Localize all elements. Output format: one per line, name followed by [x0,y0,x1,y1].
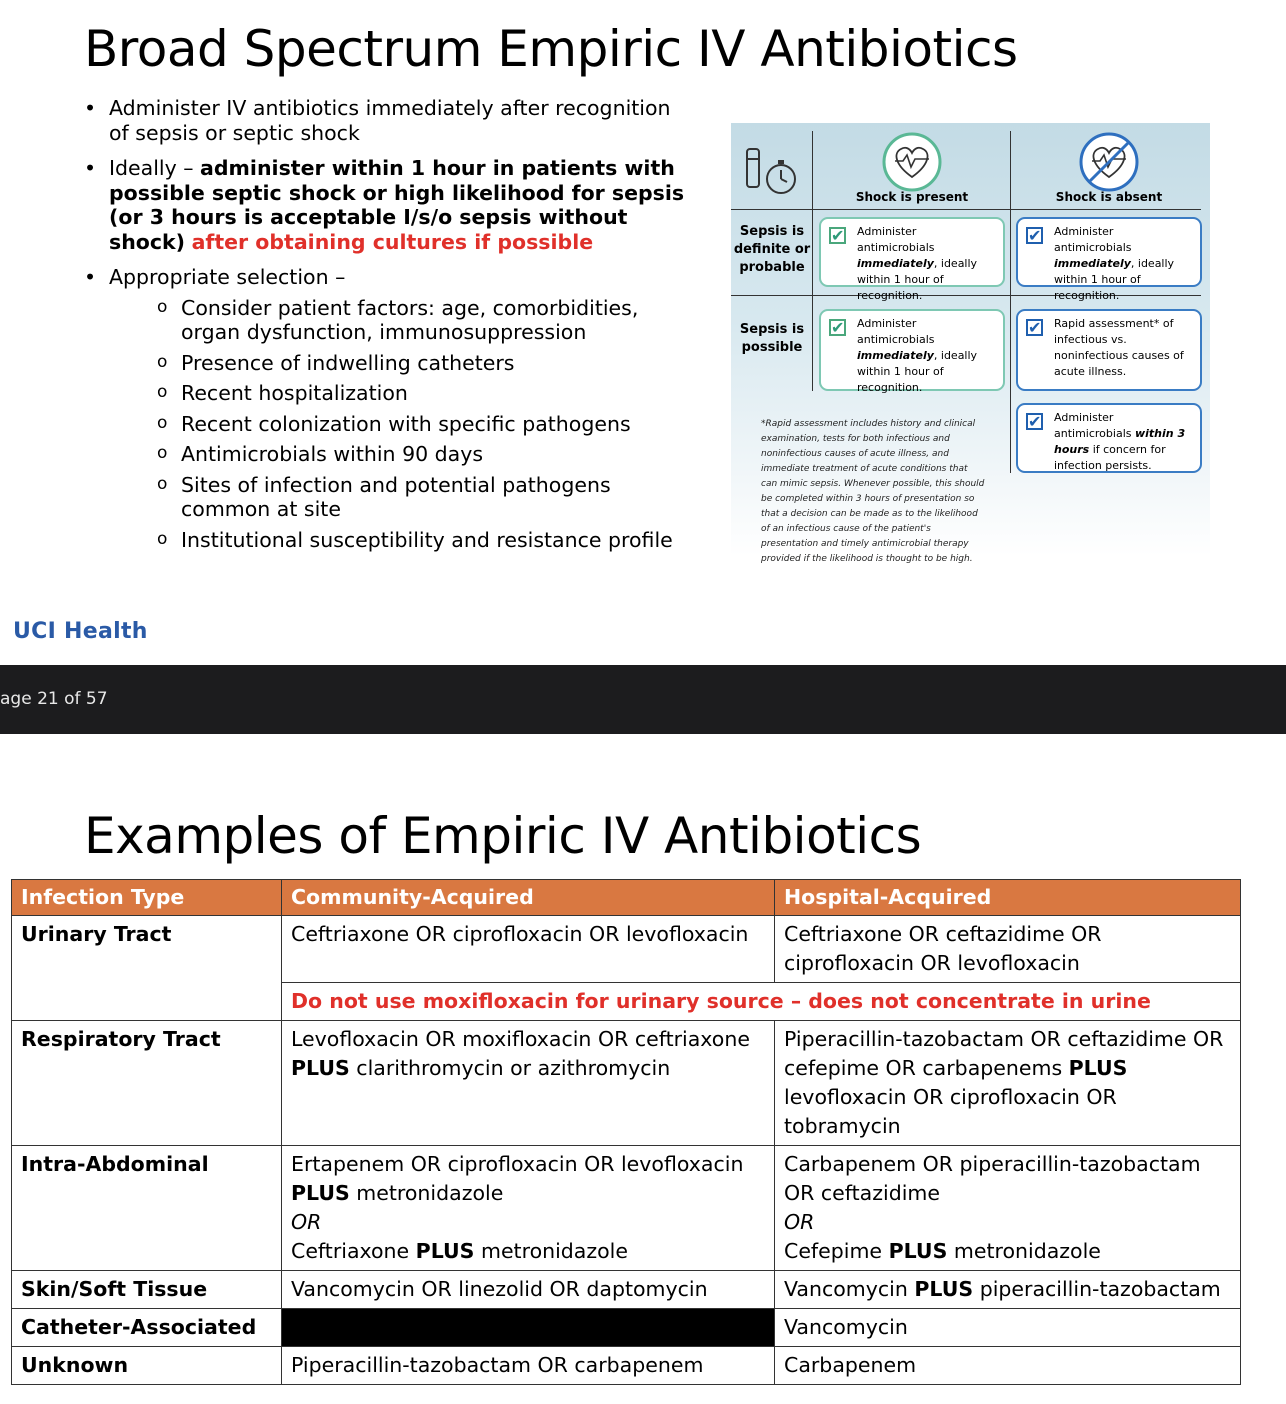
cell-text: metronidazole [349,1181,504,1205]
heart-shock-icon [881,131,943,193]
grid-line [812,131,813,391]
uci-health-logo: UCI Health [13,619,148,644]
plus-text: PLUS [1068,1056,1128,1080]
bullet-emphasis-text: after obtaining cultures if possible [191,229,594,254]
card-text: Administer antimicrobials [857,317,935,346]
sub-bullet-item: o Recent hospitalization [157,381,694,406]
bullet-bold-text: administer within 1 hour in patients with possible septic shock or high likelihood for sepsis (or 3 hours is acceptable I/s/o sepsis without shock) [109,156,685,254]
or-text: OR [291,1210,322,1234]
infection-type-cell: Skin/Soft Tissue [12,1271,282,1309]
slide-title: Broad Spectrum Empiric IV Antibiotics [84,20,1018,78]
column-header: Hospital-Acquired [775,880,1241,916]
sub-bullet-item: o Presence of indwelling catheters [157,351,694,376]
plus-text: PLUS [914,1277,974,1301]
cell-text: Cefepime [784,1239,889,1263]
table-row [12,1271,1241,1309]
card-definite-no-shock [1016,217,1202,302]
hospital-cell [775,1021,1241,1146]
bullet-item [84,265,694,552]
table-row [12,1309,1241,1347]
bullet-text: Administer IV antibiotics immediately after recognition of sepsis or septic shock [109,96,671,145]
infection-type-cell: Urinary Tract [12,916,282,1021]
redacted-cell [282,1309,775,1347]
card-emphasis: immediately [1054,257,1131,270]
card-text: Administer antimicrobials [1054,225,1132,254]
column-header-shock-absent: Shock is absent [1055,190,1163,204]
bullet-item [84,96,694,145]
cell-text: levofloxacin OR ciprofloxacin OR tobramycin [784,1085,1117,1138]
stopwatch-icon [743,145,801,199]
table-row [12,916,1241,983]
checkbox-icon: ✔ [1028,318,1042,337]
cell-text: metronidazole [947,1239,1101,1263]
sub-bullet-item: o Antimicrobials within 90 days [157,442,694,467]
card-text: Administer antimicrobials [1054,411,1132,440]
warning-cell: Do not use moxifloxacin for urinary source – does not concentrate in urine [282,983,1241,1021]
table-row [12,1021,1241,1146]
cell-text: Ertapenem OR ciprofloxacin OR levofloxacin [291,1152,744,1176]
antibiotics-table [11,879,1241,1385]
row-label-definite: Sepsis is definite or probable [733,224,811,275]
cell-text: Vancomycin [784,1277,915,1301]
cell-text: piperacillin-tazobactam [973,1277,1221,1301]
sub-bullet-item: o Sites of infection and potential pathogens common at site [157,473,694,522]
bullet-list [84,96,694,563]
slide-title: Examples of Empiric IV Antibiotics [84,807,922,865]
card-3-hours [1016,403,1202,473]
sub-bullet-item: o Recent colonization with specific pathogens [157,412,694,437]
hospital-cell: Vancomycin [775,1309,1241,1347]
plus-text: PLUS [415,1239,475,1263]
cell-text: Levofloxacin OR moxifloxacin OR ceftriaxone [291,1027,750,1051]
sepsis-decision-figure [731,123,1210,564]
sub-bullet-item: o Consider patient factors: age, comorbidities, organ dysfunction, immunosuppression [157,296,694,345]
table-header-row [12,880,1241,916]
column-header: Infection Type [12,880,282,916]
checkbox-icon: ✔ [1028,412,1042,431]
hospital-cell [775,1271,1241,1309]
cell-text: Ceftriaxone [291,1239,416,1263]
figure-footnote: *Rapid assessment includes history and clinical examination, tests for both infectious and noninfectious causes of acute illness, and immediate treatment of acute conditions that can mimic sepsis. Whenever possible, this should be completed within 3 hours of presentation so that a decision can be made as to the likelihood of an infectious cause of the patient's presentation and timely antimicrobial therapy provided if the likelihood is thought to be high. [761,419,985,564]
sub-bullet-list [109,296,694,553]
or-text: OR [784,1210,815,1234]
plus-text: PLUS [291,1181,350,1205]
card-text: , ideally within 1 hour of recognition. [1054,257,1175,302]
card-emphasis: immediately [857,349,934,362]
bullet-item [84,156,694,254]
community-cell [282,1146,775,1271]
community-cell: Vancomycin OR linezolid OR daptomycin [282,1271,775,1309]
infection-type-cell: Intra-Abdominal [12,1146,282,1271]
card-text: , ideally within 1 hour of recognition. [857,257,978,302]
cell-text: clarithromycin or azithromycin [349,1056,671,1080]
plus-text: PLUS [291,1056,350,1080]
checkbox-icon: ✔ [1028,226,1042,245]
card-possible-no-shock [1016,309,1202,391]
bullet-text: Ideally – [109,156,201,180]
grid-line [731,295,1201,296]
checkbox-icon: ✔ [831,226,845,245]
column-header: Community-Acquired [282,880,775,916]
checkbox-icon: ✔ [831,318,845,337]
cell-text: Carbapenem OR piperacillin-tazobactam OR ceftazidime [784,1152,1201,1205]
community-cell: Ceftriaxone OR ciprofloxacin OR levofloxacin [282,916,775,983]
column-header-shock-present: Shock is present [855,190,969,204]
card-possible-shock [819,309,1005,394]
card-emphasis: immediately [857,257,934,270]
card-text: Administer antimicrobials [857,225,935,254]
bullet-text: Appropriate selection – [109,265,346,289]
card-text: Rapid assessment* of infectious vs. noninfectious causes of acute illness. [1054,317,1184,378]
infection-type-cell: Unknown [12,1347,282,1385]
sub-bullet-item: o Institutional susceptibility and resistance profile [157,528,694,553]
card-definite-shock [819,217,1005,302]
infection-type-cell: Catheter-Associated [12,1309,282,1347]
hospital-cell: Ceftriaxone OR ceftazidime OR ciprofloxacin OR levofloxacin [775,916,1241,983]
heart-no-shock-icon [1078,131,1140,193]
card-text: if concern for infection persists. [1054,443,1166,472]
hospital-cell [775,1146,1241,1271]
plus-text: PLUS [888,1239,948,1263]
community-cell [282,1021,775,1146]
grid-line [731,209,1201,210]
row-label-possible: Sepsis is possible [739,322,805,355]
table-row [12,1146,1241,1271]
page-indicator: age 21 of 57 [0,689,108,709]
card-text: , ideally within 1 hour of recognition. [857,349,978,394]
infection-type-cell: Respiratory Tract [12,1021,282,1146]
cell-text: metronidazole [474,1239,628,1263]
community-cell: Piperacillin-tazobactam OR carbapenem [282,1347,775,1385]
table-row [12,1347,1241,1385]
grid-line [1010,131,1011,473]
card-emphasis: within 3 hours [1054,427,1186,456]
hospital-cell: Carbapenem [775,1347,1241,1385]
cell-text: Piperacillin-tazobactam OR ceftazidime OR cefepime OR carbapenems [784,1027,1224,1080]
page-indicator-bar [0,665,1286,734]
